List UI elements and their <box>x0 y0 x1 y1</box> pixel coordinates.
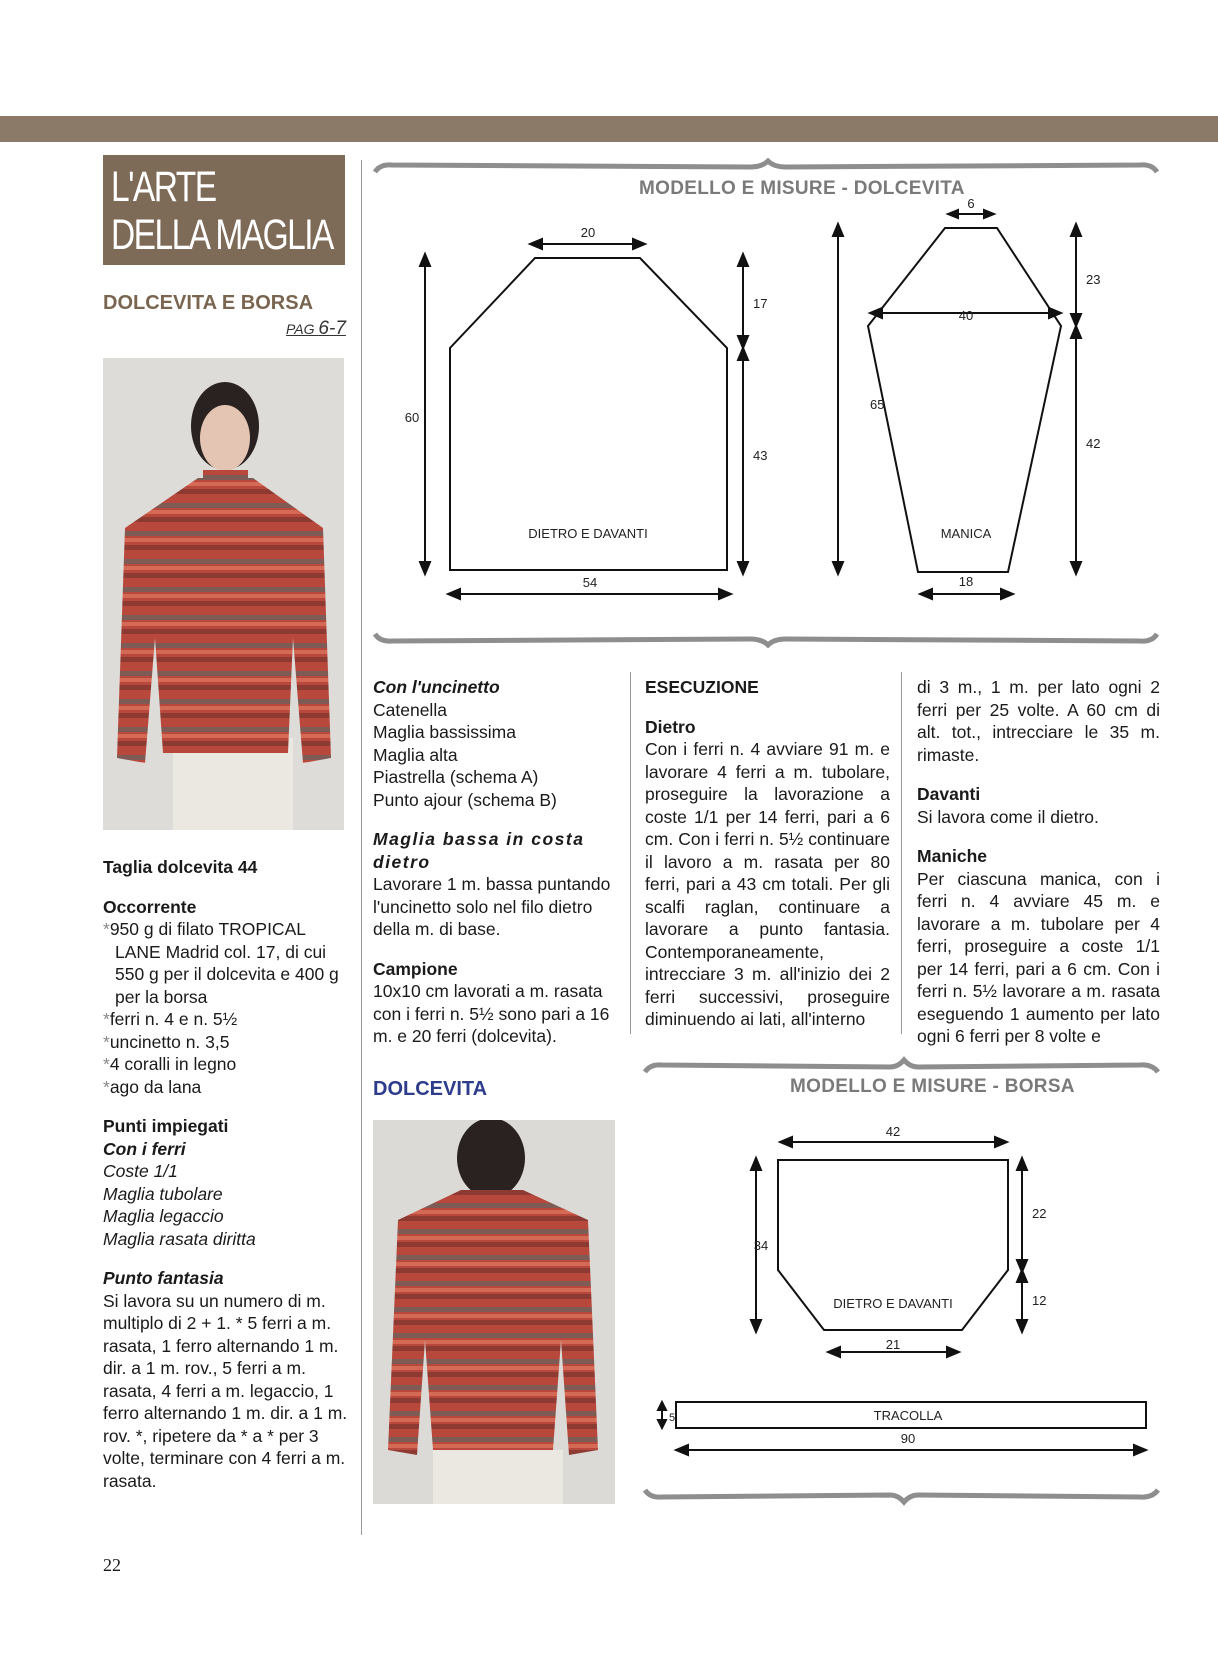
body-left-measure: 60 <box>404 410 420 425</box>
bag-left-measure: 34 <box>753 1238 769 1253</box>
list-item: Maglia legaccio <box>103 1206 224 1226</box>
page-reference <box>286 318 346 340</box>
maniche-title: Maniche <box>917 846 988 866</box>
list-item: *950 g di filato TROPICAL LANE Madrid col. 17, di cui 550 g per il dolcevita e 400 g per la borsa <box>103 919 339 1007</box>
diagram-bottom-border <box>645 1490 1158 1502</box>
left-column <box>103 856 348 1492</box>
page-reference-number: 6-7 <box>318 318 346 339</box>
body-right-top-measure: 17 <box>753 296 768 311</box>
mbcd-text: Lavorare 1 m. bassa puntando l'uncinetto solo nel filo dietro della m. di base. <box>373 874 611 939</box>
strap-length-measure: 90 <box>900 1431 916 1446</box>
column-divider <box>361 160 362 1535</box>
body-piece-label: DIETRO E DAVANTI <box>528 526 648 541</box>
diagram-bottom-border <box>375 634 1157 645</box>
fantasia-text: Si lavora su un numero di m. multiplo di 2 + 1. * 5 ferri a m. rasata, 1 ferro alternando 1 m. dir. a 1 m. rov., 5 ferri a m. rasata, 4 ferri a m. legaccio, 1 ferro alternando 1 m. dir. a 1 m. rov. *, ripetere da * a * per 3 volte, terminare con 4 ferri a m. rasata. <box>103 1290 348 1491</box>
list-item: Coste 1/1 <box>103 1161 178 1181</box>
page-reference-prefix: PAG <box>286 321 315 337</box>
body-top-measure: 20 <box>580 225 596 240</box>
strap-label: TRACOLLA <box>873 1408 943 1423</box>
dietro-title: Dietro <box>645 716 696 737</box>
uncinetto-title: Con l'uncinetto <box>373 677 500 697</box>
list-item: *uncinetto n. 3,5 <box>103 1031 230 1052</box>
middle-column <box>373 676 618 1048</box>
sweater-front-photo <box>103 358 344 830</box>
davanti-title: Davanti <box>917 784 981 804</box>
header-bar <box>0 116 1218 142</box>
body-right-bottom-measure: 43 <box>753 448 768 463</box>
bag-piece-label: DIETRO E DAVANTI <box>833 1296 953 1311</box>
dolcevita-title: DOLCEVITA <box>373 1078 488 1100</box>
diagram-dolcevita <box>370 158 1165 648</box>
list-item: Piastrella (schema A) <box>373 767 539 787</box>
bag-right-bottom-measure: 12 <box>1032 1293 1047 1308</box>
size-title: Taglia dolcevita 44 <box>103 857 258 877</box>
sleeve-right-top-measure: 23 <box>1086 272 1101 287</box>
list-item: *4 coralli in legno <box>103 1054 237 1074</box>
list-item: Maglia tubolare <box>103 1183 223 1204</box>
occorrente-list <box>103 918 348 1098</box>
sleeve-bottom-measure: 18 <box>958 574 974 589</box>
list-item: *ago da lana <box>103 1076 202 1097</box>
sweater-back-photo <box>373 1120 615 1504</box>
sleeve-right-bottom-measure: 42 <box>1086 436 1101 451</box>
logo-line-2: DELLA MAGLIA <box>111 211 333 259</box>
bag-right-top-measure: 22 <box>1032 1206 1047 1221</box>
body-piece-outline <box>450 258 727 570</box>
dietro-text: Con i ferri n. 4 avviare 91 m. e lavorare 4 ferri a m. tubolare, proseguire la lavorazione a coste 1/1 per 14 ferri, pari a 6 cm. Con i ferri n. 5½ continuare il lavoro a m. rasata per 80 ferri, pari a 43 cm totali. Per gli scalfi raglan, continuare a lavorare a punto fantasia. Contemporaneamente, intrecciare 3 m. all'inizio dei 2 ferri successivi, proseguire diminuendo ai lati, all'interno <box>645 739 890 1029</box>
column-esecuzione <box>645 676 890 1031</box>
diagram-top-border <box>375 161 1157 172</box>
campione-title: Campione <box>373 958 458 979</box>
column-continuation <box>917 676 1160 1048</box>
logo-line-1: L'ARTE <box>111 163 216 211</box>
sleeve-piece-label: MANICA <box>940 526 992 541</box>
list-item: Maglia rasata diritta <box>103 1228 256 1249</box>
maniche-text: Per ciascuna manica, con i ferri n. 4 avviare 45 m. e lavorare a m. tubolare per 4 ferri, proseguire a coste 1/1 per 14 ferri, pari a 6 cm. Con i ferri n. 5½ lavorare a m. rasata eseguendo 1 aumento per lato ogni 6 ferri per 8 volte e <box>917 868 1160 1046</box>
page-number: 22 <box>103 1555 121 1575</box>
column-divider <box>630 672 631 1034</box>
list-item: Catenella <box>373 699 447 720</box>
bag-top-measure: 42 <box>885 1124 901 1139</box>
con-ferri-title: Con i ferri <box>103 1138 186 1159</box>
bag-bottom-measure: 21 <box>885 1337 901 1352</box>
sleeve-width-measure: 40 <box>958 308 974 323</box>
diagram-dolcevita-title: MODELLO E MISURE - DOLCEVITA <box>639 178 965 199</box>
davanti-text: Si lavora come il dietro. <box>917 806 1099 827</box>
continuation-text: di 3 m., 1 m. per lato ogni 2 ferri per 25 volte. A 60 cm di alt. tot., intrecciare le 35 m. rimaste. <box>917 677 1160 765</box>
diagram-borsa-title: MODELLO E MISURE - BORSA <box>790 1076 1075 1097</box>
body-bottom-measure: 54 <box>582 575 598 590</box>
sleeve-top-measure: 6 <box>967 196 975 211</box>
diagram-borsa <box>640 1052 1165 1512</box>
diagram-top-border <box>645 1060 1158 1072</box>
esecuzione-title: ESECUZIONE <box>645 677 759 697</box>
article-title: DOLCEVITA E BORSA <box>103 292 314 314</box>
mbcd-title: Maglia bassa in costa dietro <box>373 829 585 872</box>
column-divider <box>901 672 902 1034</box>
punti-title: Punti impiegati <box>103 1116 229 1136</box>
list-item: *ferri n. 4 e n. 5½ <box>103 1009 238 1029</box>
occorrente-title: Occorrente <box>103 896 197 917</box>
sleeve-piece-outline <box>868 228 1061 572</box>
list-item: Maglia alta <box>373 744 458 765</box>
sleeve-left-measure: 65 <box>870 397 885 412</box>
list-item: Maglia bassissima <box>373 722 516 742</box>
fantasia-title: Punto fantasia <box>103 1268 224 1288</box>
magazine-logo <box>103 155 345 265</box>
list-item: Punto ajour (schema B) <box>373 789 557 810</box>
campione-text: 10x10 cm lavorati a m. rasata con i ferri n. 5½ sono pari a 16 m. e 20 ferri (dolcevita). <box>373 981 610 1046</box>
strap-height-measure: 5 <box>669 1412 676 1424</box>
